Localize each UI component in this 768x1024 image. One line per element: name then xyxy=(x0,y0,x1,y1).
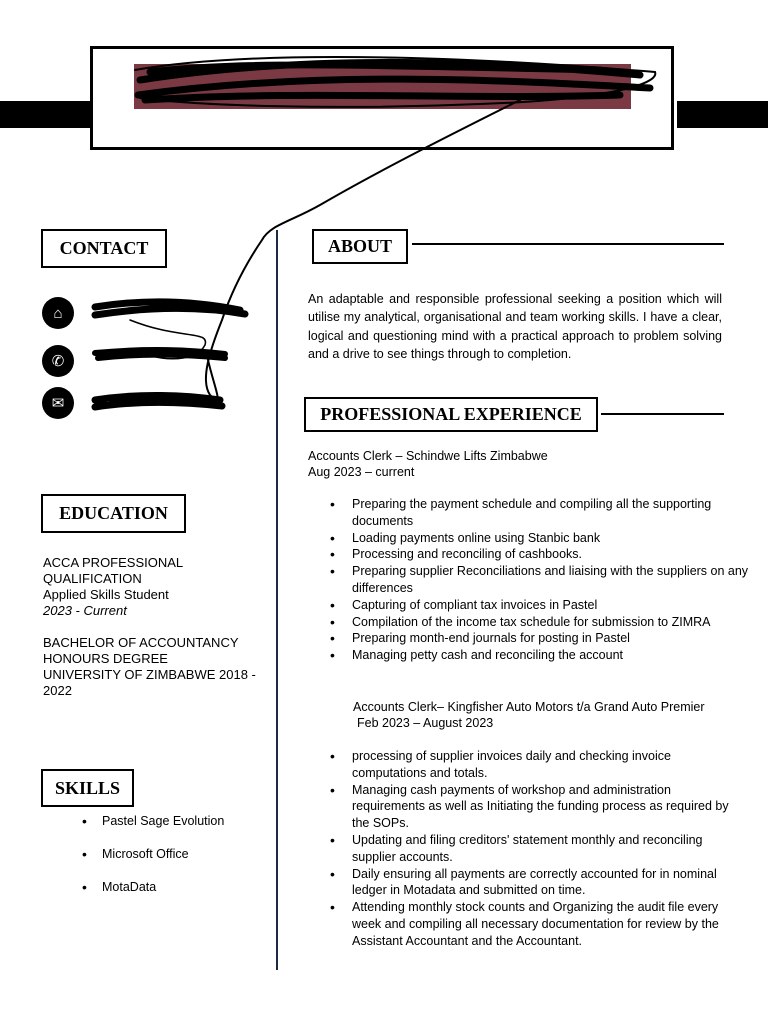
duty-item: • Processing and reconciling of cashbooks. xyxy=(352,546,768,563)
skills-list xyxy=(102,813,224,912)
about-heading: ABOUT xyxy=(312,229,408,264)
duty-item: • Loading payments online using Stanbic bank xyxy=(352,530,768,547)
duty-item: • processing of supplier invoices daily and checking invoice computations and totals. xyxy=(352,748,742,782)
skill-item: • Microsoft Office xyxy=(102,846,224,879)
redacted-name xyxy=(134,64,631,109)
job-title: Accounts Clerk – Schindwe Lifts Zimbabwe xyxy=(308,449,548,463)
education-item xyxy=(43,555,183,619)
job-title: Accounts Clerk– Kingfisher Auto Motors t/a Grand Auto Premier xyxy=(353,700,705,714)
duty-item: • Preparing the payment schedule and compiling all the supporting documents xyxy=(352,496,768,530)
duty-item: • Daily ensuring all payments are correctly accounted for in nominal ledger in Motadata and submitted on time. xyxy=(352,866,742,900)
duty-item: • Preparing month-end journals for posting in Pastel xyxy=(352,630,768,647)
education-dates: 2023 - Current xyxy=(43,603,127,618)
column-divider xyxy=(276,230,278,970)
about-rule xyxy=(412,243,724,245)
job-duties-list xyxy=(308,496,768,664)
header-bar-left xyxy=(0,101,92,128)
job-dates: Aug 2023 – current xyxy=(308,465,415,479)
education-item xyxy=(43,635,256,699)
contact-heading: CONTACT xyxy=(41,229,167,268)
education-detail-line2: 2022 xyxy=(43,683,72,698)
home-icon: ⌂ xyxy=(42,297,74,329)
skills-heading: SKILLS xyxy=(41,769,134,807)
duty-item: • Preparing supplier Reconciliations and liaising with the suppliers on any differences xyxy=(352,563,768,597)
about-text: An adaptable and responsible professional seeking a position which will utilise my analytical, organisational and team working skills. I have a clear, logical and questioning mind with a practical approach to problem solving and a drive to see things through to completion. xyxy=(308,292,722,361)
job-duties-list xyxy=(308,748,742,950)
education-title-line2: QUALIFICATION xyxy=(43,571,142,586)
education-title-line2: HONOURS DEGREE xyxy=(43,651,168,666)
header-bar-right xyxy=(677,101,768,128)
skill-item: • Pastel Sage Evolution xyxy=(102,813,224,846)
education-title-line1: BACHELOR OF ACCOUNTANCY xyxy=(43,635,239,650)
experience-rule xyxy=(601,413,724,415)
duty-item: • Updating and filing creditors' statement monthly and reconciling supplier accounts. xyxy=(352,832,742,866)
email-icon: ✉ xyxy=(42,387,74,419)
phone-icon: ✆ xyxy=(42,345,74,377)
duty-item: • Managing cash payments of workshop and administration requirements as well as Initiating the funding process as required by the SOPs. xyxy=(352,782,742,832)
education-heading: EDUCATION xyxy=(41,494,186,533)
education-detail-line1: UNIVERSITY OF ZIMBABWE 2018 - xyxy=(43,667,256,682)
experience-heading: PROFESSIONAL EXPERIENCE xyxy=(304,397,598,432)
duty-item: • Capturing of compliant tax invoices in Pastel xyxy=(352,597,768,614)
duty-item: • Attending monthly stock counts and Organizing the audit file every week and compiling all necessary documentation for review by the Assistant Accountant and the Accountant. xyxy=(352,899,742,949)
education-title-line1: ACCA PROFESSIONAL xyxy=(43,555,184,570)
duty-item: • Managing petty cash and reconciling the account xyxy=(352,647,768,664)
duty-item: • Compilation of the income tax schedule for submission to ZIMRA xyxy=(352,614,768,631)
job-dates: Feb 2023 – August 2023 xyxy=(357,716,494,730)
education-detail: Applied Skills Student xyxy=(43,587,169,602)
skill-item: • MotaData xyxy=(102,879,224,912)
